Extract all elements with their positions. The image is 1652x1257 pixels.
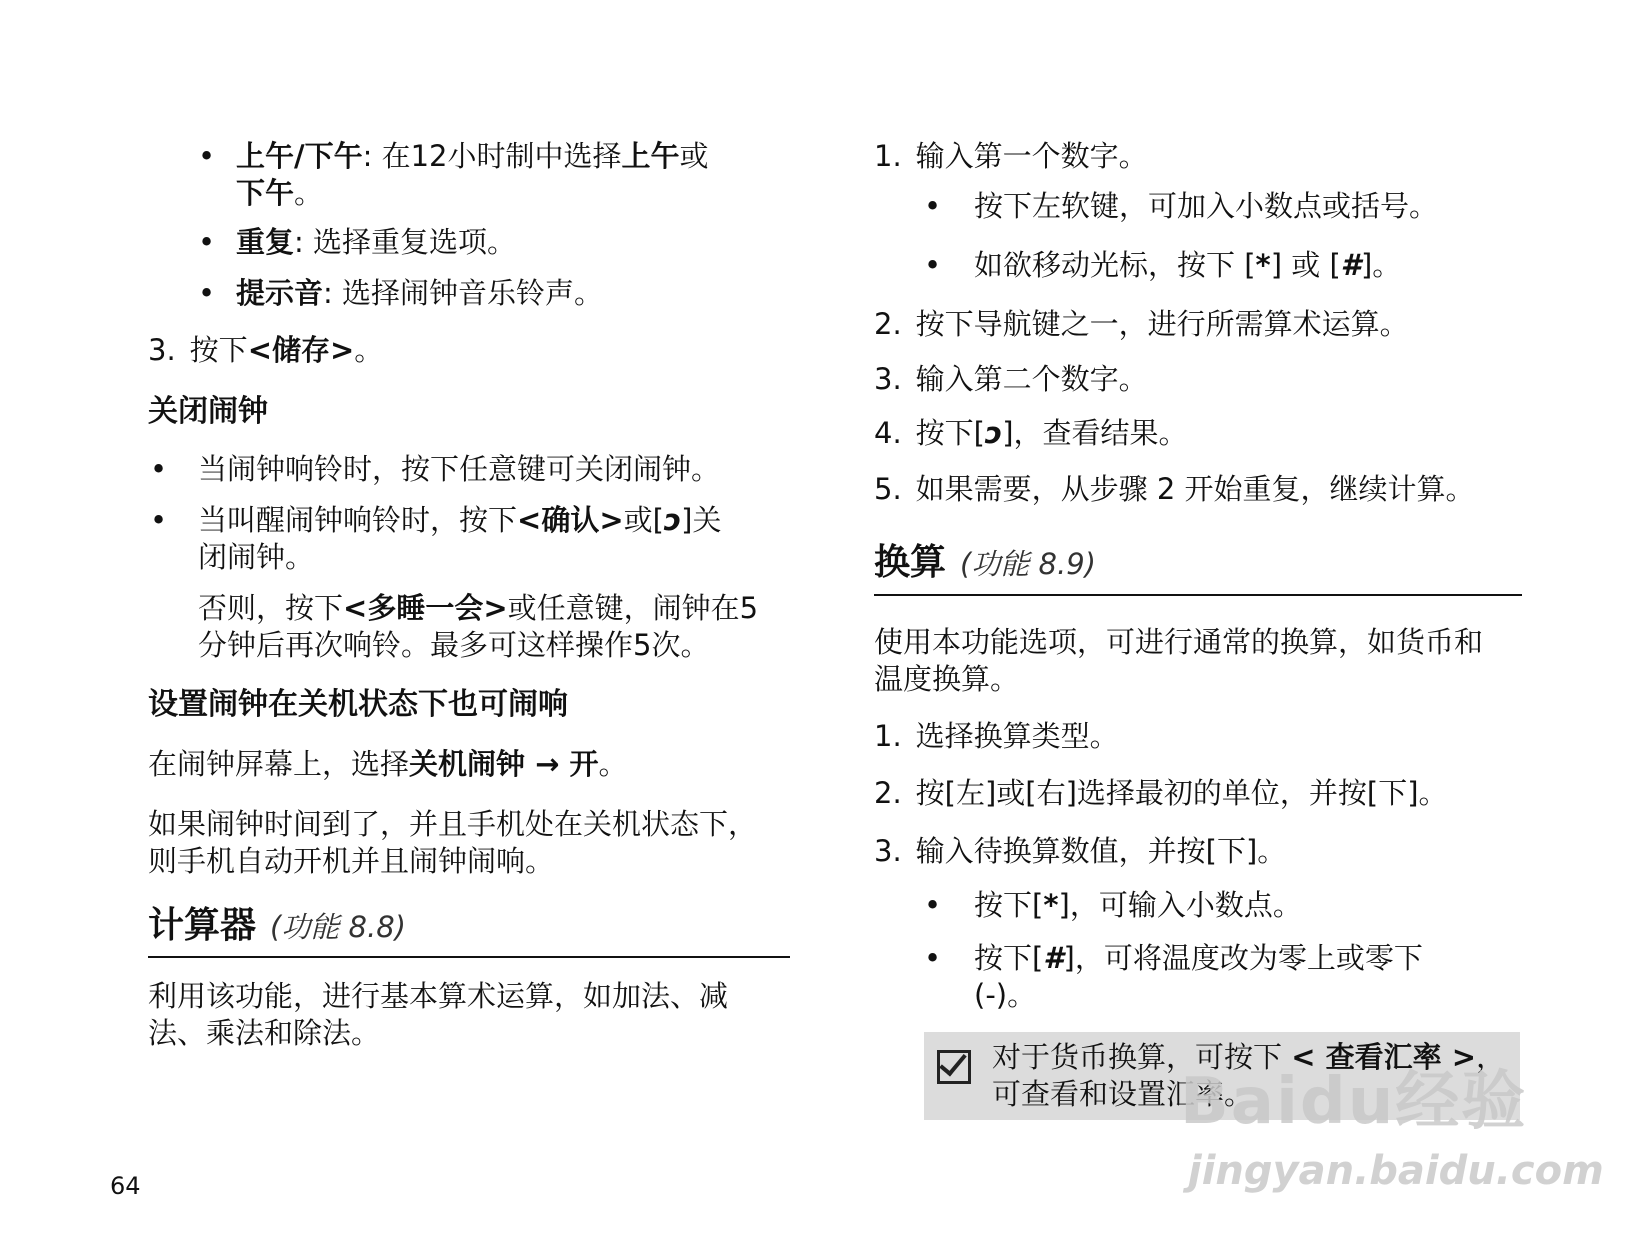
section-rule bbox=[148, 956, 790, 958]
calculator-desc: 利用该功能，进行基本算术运算，如加法、减 bbox=[148, 979, 729, 1013]
hash-key-icon: # bbox=[1043, 941, 1064, 975]
conversion-title: 换算 (功能 8.9) bbox=[874, 542, 1096, 583]
bullet-dot: • bbox=[924, 189, 942, 223]
ok-key-icon: ↄ bbox=[985, 416, 1003, 450]
alarm-option-ampm: 上午/下午: 在12小时制中选择上午或 bbox=[236, 139, 709, 173]
conversion-desc: 使用本功能选项，可进行通常的换算，如货币和 bbox=[874, 625, 1484, 659]
calc-sub-1: 按下左软键，可加入小数点或括号。 bbox=[974, 189, 1439, 223]
calc-sub-2: 如欲移动光标，按下 [*] 或 [#]。 bbox=[974, 248, 1402, 282]
bullet-dot: • bbox=[198, 139, 216, 173]
ok-key-icon: ↄ bbox=[663, 503, 682, 537]
stop-alarm-bullet-2: 当叫醒闹钟响铃时，按下<确认>或[ↄ]关 bbox=[198, 503, 722, 537]
poweroff-text-2-line2: 则手机自动开机并且闹钟闹响。 bbox=[148, 844, 555, 878]
step-save: 3. 按下<储存>。 bbox=[148, 333, 384, 367]
conv-sub-2-line2: (-)。 bbox=[974, 978, 1037, 1012]
snooze-text-line2: 分钟后再次响铃。最多可这样操作5次。 bbox=[198, 628, 710, 662]
calc-step-4: 4. 按下[ↄ]，查看结果。 bbox=[874, 416, 1188, 450]
checkbox-note-icon bbox=[937, 1050, 971, 1084]
conv-step-3: 3. 输入待换算数值，并按[下]。 bbox=[874, 834, 1287, 868]
calc-step-2: 2. 按下导航键之一，进行所需算术运算。 bbox=[874, 307, 1409, 341]
poweroff-text-1: 在闹钟屏幕上，选择关机闹钟 → 开。 bbox=[148, 747, 628, 781]
conversion-desc-line2: 温度换算。 bbox=[874, 662, 1020, 696]
star-key-icon: * bbox=[1043, 888, 1059, 922]
stop-alarm-bullet-1: 当闹钟响铃时，按下任意键可关闭闹钟。 bbox=[198, 452, 721, 486]
alarm-option-repeat: 重复: 选择重复选项。 bbox=[236, 225, 517, 259]
bullet-dot: • bbox=[924, 941, 942, 975]
calc-step-1: 1. 输入第一个数字。 bbox=[874, 139, 1148, 173]
page-number: 64 bbox=[110, 1172, 141, 1200]
baidu-watermark-url: jingyan.baidu.com bbox=[1188, 1148, 1604, 1194]
note-text-line2: 可查看和设置汇率。 bbox=[992, 1077, 1254, 1111]
section-rule bbox=[874, 594, 1522, 596]
hash-key-icon: # bbox=[1340, 248, 1361, 282]
calc-step-3: 3. 输入第二个数字。 bbox=[874, 362, 1148, 396]
note-text: 对于货币换算，可按下 < 查看汇率 >， bbox=[992, 1040, 1506, 1074]
poweroff-alarm-heading: 设置闹钟在关机状态下也可闹响 bbox=[148, 687, 568, 722]
term-ampm: 上午/下午 bbox=[236, 139, 363, 173]
stop-alarm-bullet-2-line2: 闭闹钟。 bbox=[198, 540, 315, 574]
conv-step-2: 2. 按[左]或[右]选择最初的单位，并按[下]。 bbox=[874, 776, 1448, 810]
bullet-dot: • bbox=[924, 248, 942, 282]
snooze-text: 否则，按下<多睡一会>或任意键，闹钟在5 bbox=[198, 591, 759, 625]
poweroff-text-2: 如果闹钟时间到了，并且手机处在关机状态下， bbox=[148, 807, 758, 841]
bullet-dot: • bbox=[150, 503, 168, 537]
conv-step-1: 1. 选择换算类型。 bbox=[874, 719, 1119, 753]
bullet-dot: • bbox=[198, 276, 216, 310]
star-key-icon: * bbox=[1255, 248, 1271, 282]
bullet-dot: • bbox=[150, 452, 168, 486]
conv-sub-1: 按下[*]，可输入小数点。 bbox=[974, 888, 1302, 922]
calc-step-5: 5. 如果需要，从步骤 2 开始重复，继续计算。 bbox=[874, 472, 1475, 506]
alarm-option-ampm-line2: 下午。 bbox=[236, 176, 324, 210]
conv-sub-2: 按下[#]，可将温度改为零上或零下 bbox=[974, 941, 1423, 975]
alarm-option-tone: 提示音: 选择闹钟音乐铃声。 bbox=[236, 276, 604, 310]
bullet-dot: • bbox=[924, 888, 942, 922]
baidu-watermark-logo: Baidu经验 bbox=[1180, 1065, 1528, 1139]
bullet-dot: • bbox=[198, 225, 216, 259]
calculator-title: 计算器 (功能 8.8) bbox=[148, 905, 406, 946]
stop-alarm-heading: 关闭闹钟 bbox=[148, 394, 268, 429]
calculator-desc-line2: 法、乘法和除法。 bbox=[148, 1016, 381, 1050]
